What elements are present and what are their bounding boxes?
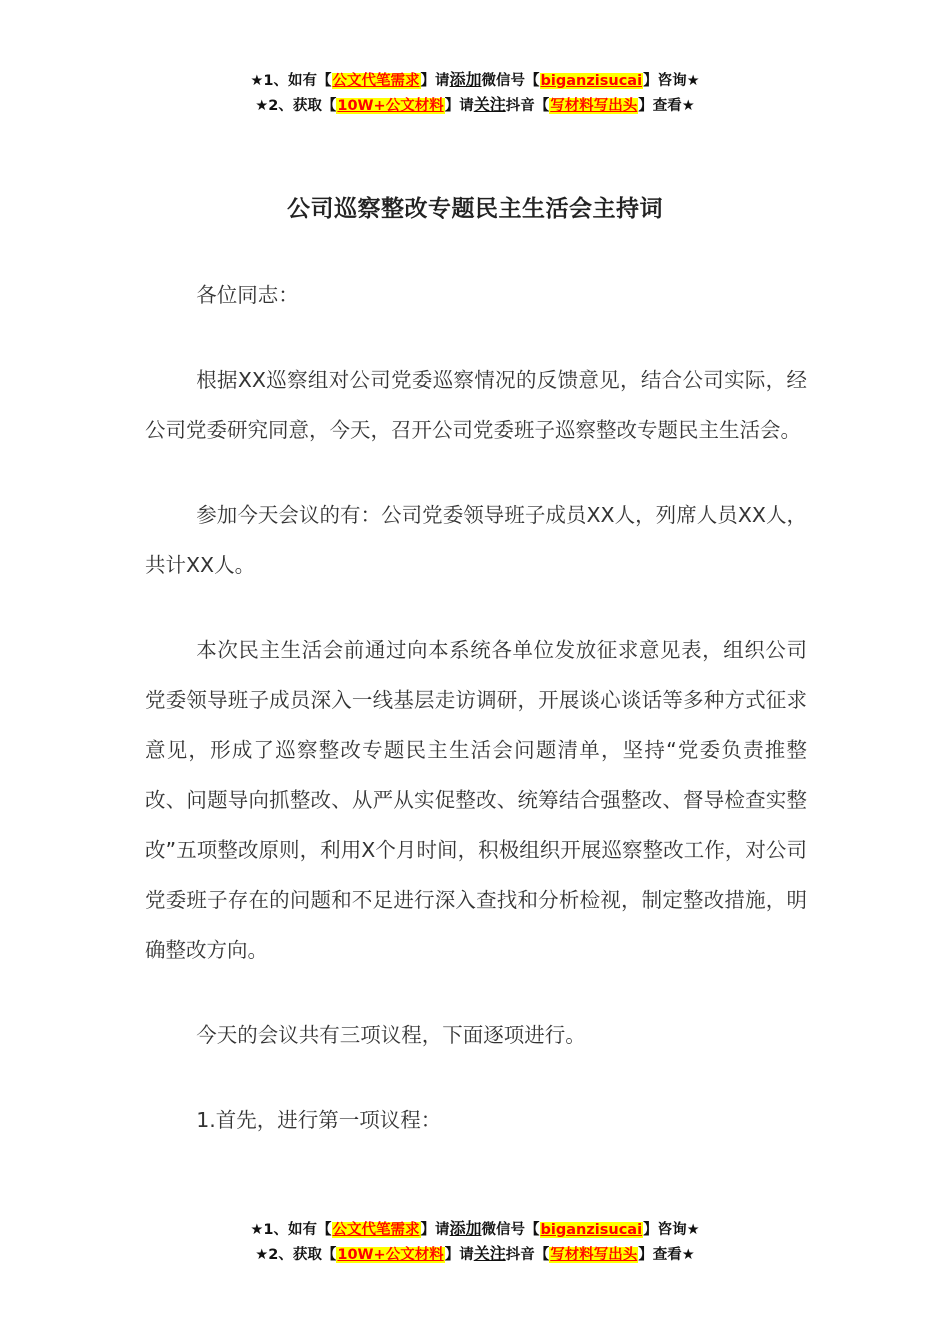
banner-line-1: [0, 1217, 950, 1242]
banner-text: ★2、获取【: [255, 1247, 337, 1263]
banner-text: 抖音【: [505, 98, 550, 114]
banner-highlight: 10W+公文材料: [337, 1247, 444, 1263]
footer-banner: [0, 1217, 950, 1267]
paragraph: 1.首先，进行第一项议程：: [196, 1108, 442, 1132]
banner-highlight: 公文代笔需求: [332, 1222, 420, 1238]
banner-line-1: [0, 68, 950, 93]
paragraph: 根据XX巡察组对公司党委巡察情况的反馈意见，结合公司实际，经公司党委研究同意，今天，召开公司党委班子巡察整改专题民主生活会。: [145, 368, 807, 442]
document-body: [145, 270, 807, 1180]
banner-text: ★2、获取【: [255, 98, 337, 114]
banner-text: ★1、如有【: [250, 1222, 332, 1238]
banner-emphasis: 关注: [473, 95, 506, 114]
banner-emphasis: 添加: [449, 1219, 482, 1238]
banner-line-2: [0, 1242, 950, 1267]
banner-highlight: 公文代笔需求: [332, 73, 420, 89]
banner-emphasis: 添加: [449, 70, 482, 89]
banner-emphasis: 关注: [473, 1244, 506, 1263]
banner-text: 】咨询★: [643, 1222, 700, 1238]
banner-text: 】咨询★: [643, 73, 700, 89]
banner-text: 】请: [420, 73, 450, 89]
banner-highlight: 写材料写出头: [550, 1247, 638, 1263]
banner-highlight: 10W+公文材料: [337, 98, 444, 114]
banner-text: 微信号【: [481, 1222, 540, 1238]
paragraph: 本次民主生活会前通过向本系统各单位发放征求意见表，组织公司党委领导班子成员深入一线基层走访调研，开展谈心谈话等多种方式征求意见，形成了巡察整改专题民主生活会问题清单，坚持“党委负责推整改、问题导向抓整改、从严从实促整改、统筹结合强整改、督导检查实整改”五项整改原则，利用X个月时间，积极组织开展巡察整改工作，对公司党委班子存在的问题和不足进行深入查找和分析检视，制定整改措施，明确整改方向。: [145, 638, 807, 962]
banner-text: 】请: [444, 1247, 474, 1263]
header-banner: [0, 68, 950, 118]
banner-text: 抖音【: [505, 1247, 550, 1263]
banner-text: 】查看★: [638, 1247, 695, 1263]
banner-line-2: [0, 93, 950, 118]
banner-text: 】查看★: [638, 98, 695, 114]
paragraph: 今天的会议共有三项议程，下面逐项进行。: [196, 1023, 586, 1047]
banner-highlight: 写材料写出头: [550, 98, 638, 114]
document-title: 公司巡察整改专题民主生活会主持词: [287, 196, 663, 222]
banner-highlight: biganzisucai: [540, 73, 643, 89]
paragraph: 参加今天会议的有：公司党委领导班子成员XX人，列席人员XX人，共计XX人。: [145, 503, 807, 577]
banner-text: ★1、如有【: [250, 73, 332, 89]
banner-text: 微信号【: [481, 73, 540, 89]
banner-highlight: biganzisucai: [540, 1222, 643, 1238]
banner-text: 】请: [444, 98, 474, 114]
paragraph-salutation: 各位同志：: [196, 283, 299, 307]
banner-text: 】请: [420, 1222, 450, 1238]
